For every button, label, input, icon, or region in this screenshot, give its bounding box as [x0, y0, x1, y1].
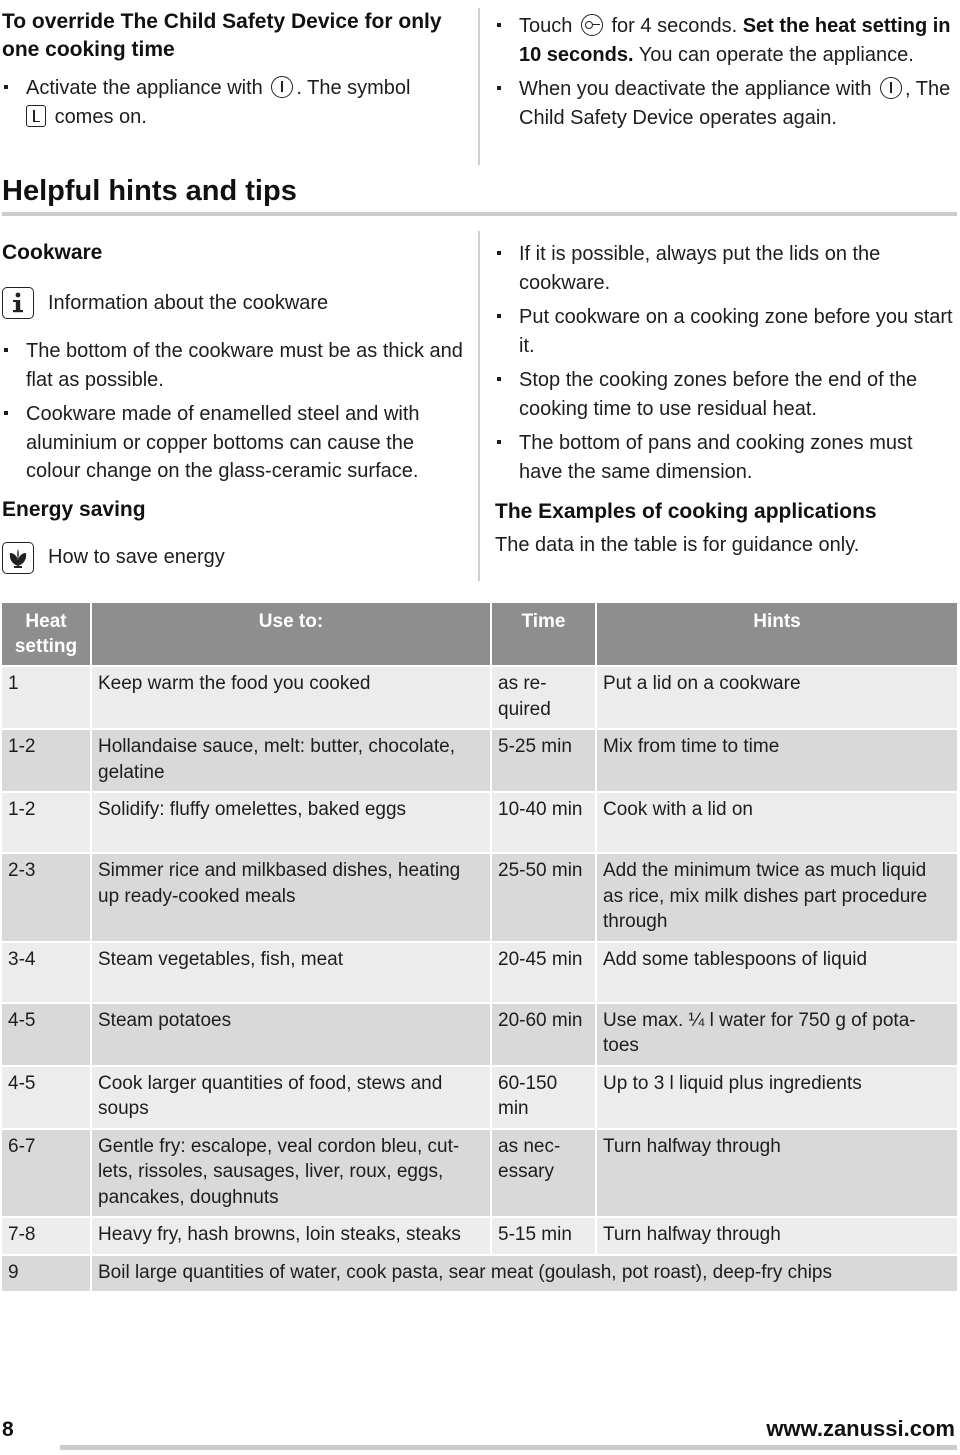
table-row	[2, 666, 957, 729]
column-header: Time	[491, 603, 596, 666]
override-list-right	[495, 12, 957, 132]
table-row	[2, 1129, 957, 1218]
table-cell: Simmer rice and milkbased dishes, heating up ready-cooked meals	[91, 853, 491, 942]
table-cell: 60-150 min	[491, 1066, 596, 1129]
table-row	[2, 792, 957, 853]
override-section	[2, 8, 472, 137]
column-divider	[478, 8, 480, 165]
energy-info-label: How to save energy	[48, 546, 225, 568]
cooking-table	[2, 603, 957, 1291]
cookware-section	[2, 239, 472, 574]
energy-list	[495, 240, 957, 486]
table-cell: Steam potatoes	[91, 1003, 491, 1066]
examples-heading: The Examples of cooking applications	[495, 500, 877, 523]
table-cell: Heavy fry, hash browns, loin steaks, steaks	[91, 1217, 491, 1255]
power-icon	[271, 76, 293, 98]
cookware-info	[2, 287, 472, 319]
page-number: 8	[2, 1418, 14, 1441]
table-cell: 3-4	[2, 942, 91, 1003]
table-cell: as re- quired	[491, 666, 596, 729]
table-row	[2, 729, 957, 792]
table-cell: Turn halfway through	[596, 1129, 957, 1218]
table-cell: 5-25 min	[491, 729, 596, 792]
child-lock-icon	[26, 105, 46, 127]
table-cell: 7-8	[2, 1217, 91, 1255]
column-header: Use to:	[91, 603, 491, 666]
table-cell: 4-5	[2, 1066, 91, 1129]
table-row	[2, 1255, 957, 1292]
list-item: The bottom of the cookware must be as thick and flat as possible.	[2, 337, 472, 394]
override-heading: To override The Child Safety Device for only one cooking time	[2, 10, 442, 61]
power-icon	[880, 77, 902, 99]
list-item: If it is possible, always put the lids on the cookware.	[495, 240, 957, 297]
table-cell: Use max. ¼ l water for 750 g of pota- toes	[596, 1003, 957, 1066]
column-header: Hints	[596, 603, 957, 666]
table-cell: Hollandaise sauce, melt: butter, chocolate, gelatine	[91, 729, 491, 792]
table-cell: Gentle fry: escalope, veal cordon bleu, cut- lets, rissoles, sausages, liver, roux, eggs, pancakes, doughnuts	[91, 1129, 491, 1218]
table-header-row	[2, 603, 957, 666]
info-icon	[2, 287, 34, 319]
table-cell: 9	[2, 1255, 91, 1292]
override-list-left	[2, 74, 472, 131]
table-cell: 2-3	[2, 853, 91, 942]
table-cell: 1-2	[2, 729, 91, 792]
footer-url[interactable]: www.zanussi.com	[766, 1416, 955, 1441]
energy-section-right	[495, 240, 957, 559]
table-cell: Solidify: fluffy omelettes, baked eggs	[91, 792, 491, 853]
table-cell: 20-45 min	[491, 942, 596, 1003]
energy-info	[2, 542, 472, 574]
table-cell: 25-50 min	[491, 853, 596, 942]
table-cell: Turn halfway through	[596, 1217, 957, 1255]
table-cell: 6-7	[2, 1129, 91, 1218]
table-cell: Cook larger quantities of food, stews and soups	[91, 1066, 491, 1129]
energy-heading: Energy saving	[2, 497, 146, 521]
table-row	[2, 942, 957, 1003]
list-item: Cookware made of enamelled steel and with aluminium or copper bottoms can cause the colour change on the glass-ceramic surface.	[2, 400, 472, 486]
table-cell: as nec- essary	[491, 1129, 596, 1218]
table-row	[2, 1217, 957, 1255]
table-cell: Boil large quantities of water, cook pasta, sear meat (goulash, pot roast), deep-fry chips	[91, 1255, 957, 1292]
list-item: Activate the appliance with . The symbol comes on.	[2, 74, 452, 131]
table-cell: 1	[2, 666, 91, 729]
table-cell: 20-60 min	[491, 1003, 596, 1066]
table-cell: Steam vegetables, fish, meat	[91, 942, 491, 1003]
cookware-info-label: Information about the cookware	[48, 291, 329, 314]
table-row	[2, 1003, 957, 1066]
table-cell: Keep warm the food you cooked	[91, 666, 491, 729]
table-cell: Up to 3 l liquid plus ingredients	[596, 1066, 957, 1129]
table-row	[2, 1066, 957, 1129]
footer-rule	[60, 1445, 957, 1450]
table-cell: 1-2	[2, 792, 91, 853]
table-cell: Cook with a lid on	[596, 792, 957, 853]
table-cell: Add some tablespoons of liquid	[596, 942, 957, 1003]
column-header: Heat setting	[2, 603, 91, 666]
table-cell: Add the minimum twice as much liquid as rice, mix milk dishes part procedure through	[596, 853, 957, 942]
table-cell: 5-15 min	[491, 1217, 596, 1255]
examples-note: The data in the table is for guidance only.	[495, 534, 860, 556]
section-rule	[2, 212, 957, 216]
cookware-heading: Cookware	[2, 241, 103, 264]
table-cell: 10-40 min	[491, 792, 596, 853]
override-section-right	[495, 12, 957, 138]
key-icon	[581, 14, 603, 36]
table-cell: 4-5	[2, 1003, 91, 1066]
table-cell: Put a lid on a cookware	[596, 666, 957, 729]
energy-leaf-icon	[2, 542, 34, 574]
section-title: Helpful hints and tips	[2, 175, 297, 207]
list-item: Stop the cooking zones before the end of the cooking time to use residual heat.	[495, 366, 957, 423]
table-row	[2, 853, 957, 942]
cookware-list	[2, 337, 472, 486]
list-item: Put cookware on a cooking zone before you start it.	[495, 303, 957, 360]
list-item: Touch for 4 seconds. Set the heat setting in 10 seconds. You can operate the appliance.	[495, 12, 957, 69]
list-item: When you deactivate the appliance with , The Child Safety Device operates again.	[495, 75, 957, 132]
list-item: The bottom of pans and cooking zones must have the same dimension.	[495, 429, 957, 486]
column-divider	[478, 231, 480, 581]
table-cell: Mix from time to time	[596, 729, 957, 792]
